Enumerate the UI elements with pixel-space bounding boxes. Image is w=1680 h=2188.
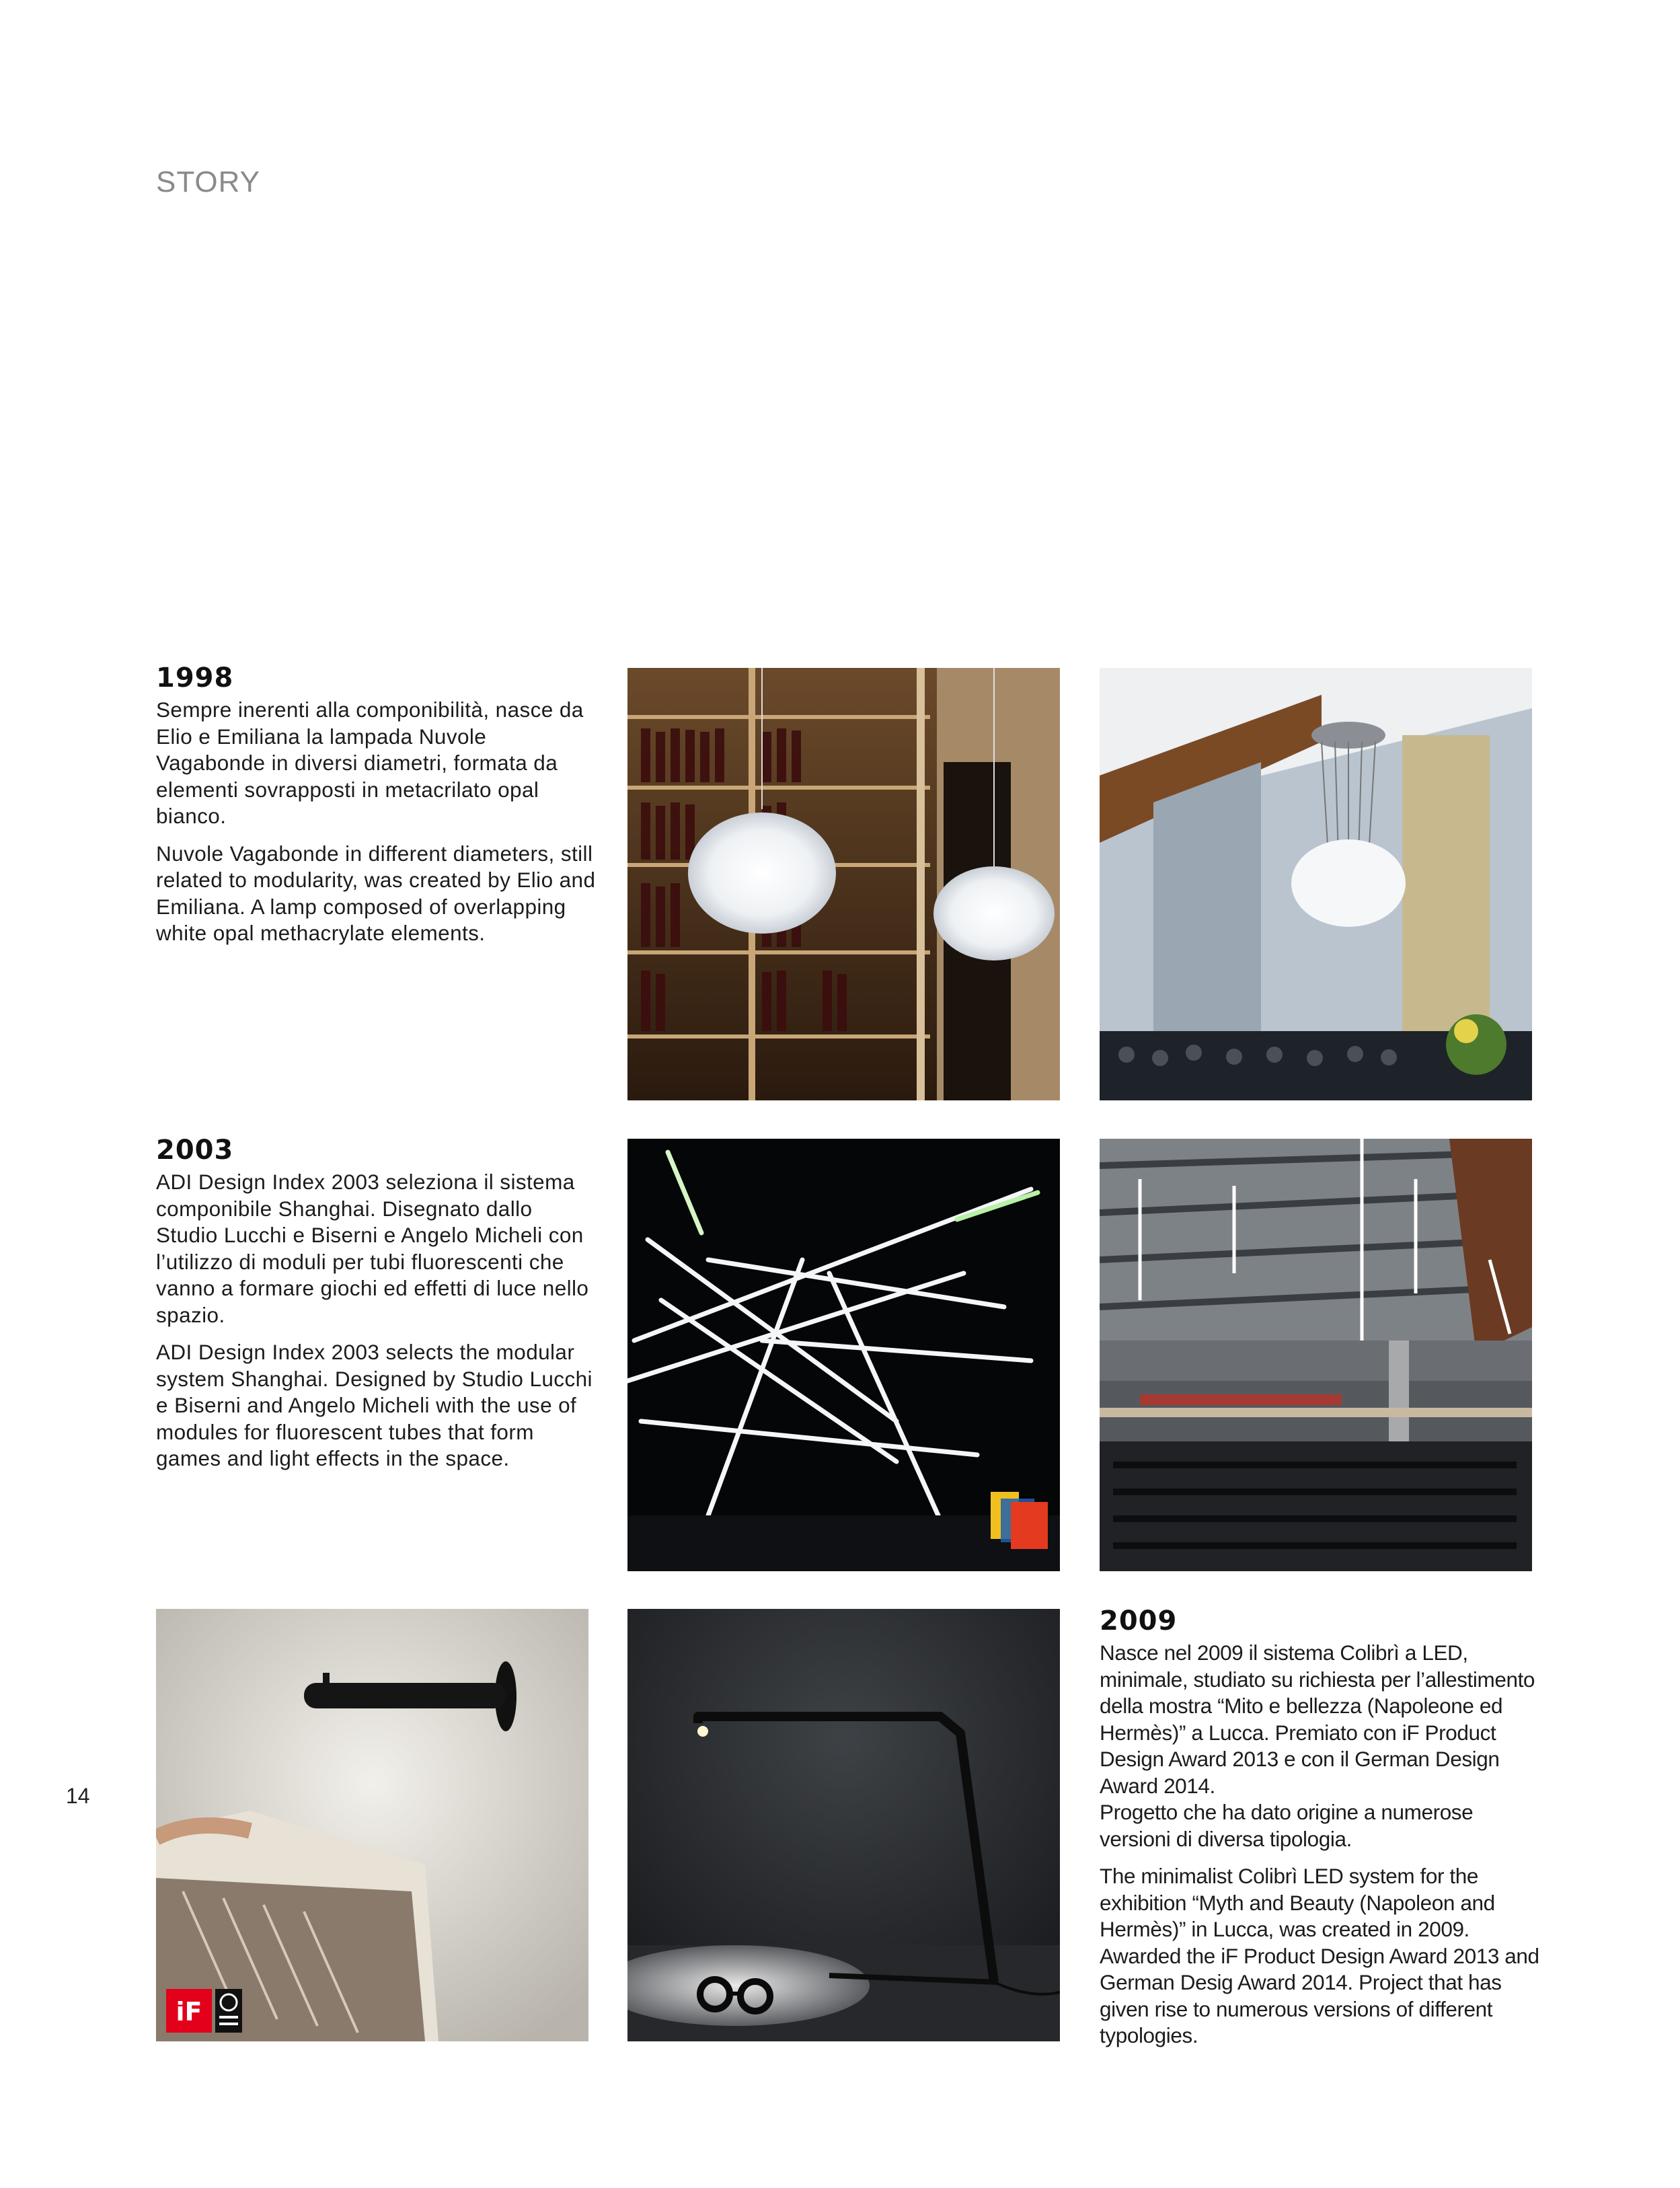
photo-nuvole-wine-bar — [627, 668, 1060, 1100]
photo-exhibition-hall — [1100, 1139, 1532, 1571]
section-title: STORY — [156, 165, 260, 198]
photo-shanghai-tubes — [627, 1139, 1060, 1571]
year-heading: 2009 — [1100, 1606, 1178, 1636]
text-english: ADI Design Index 2003 selects the modular system Shanghai. Designed by Studio Lucchi e Biserni and Angelo Micheli with the use of modules for fluorescent tubes that form games and light effects in the space. — [156, 1340, 593, 1470]
text-english: The minimalist Colibrì LED system for the exhibition “Myth and Beauty (Napoleon and Hermès)” in Lucca, was created in 2009. Awarded the iF Product Design Award 2013 and German Desig Award 2014. Project that has given rise to numerous versions of different typologies. — [1100, 1864, 1539, 2047]
year-heading: 1998 — [156, 663, 234, 693]
if-award-logo — [166, 1989, 242, 2033]
photo-nuvole-venue — [1100, 668, 1532, 1100]
entry-1998 — [156, 665, 600, 958]
photo-colibri-wall-lamp — [156, 1609, 588, 2041]
entry-2009 — [1100, 1608, 1543, 2060]
if-logo-text: iF — [176, 1997, 202, 2027]
text-italian: ADI Design Index 2003 seleziona il sistema componibile Shanghai. Disegnato dallo Studio Lucchi e Biserni e Angelo Micheli con l’utilizzo di moduli per tubi fluorescenti che vanno a formare giochi ed effetti di luce nello spazio. — [156, 1170, 589, 1327]
entry-2003 — [156, 1137, 600, 1483]
year-heading: 2003 — [156, 1135, 234, 1166]
text-italian: Sempre inerenti alla componibilità, nasce da Elio e Emiliana la lampada Nuvole Vagabonde in diversi diametri, formata da elementi sovrapposti in metacrilato opal bianco. — [156, 697, 584, 828]
photo-colibri-table-lamp — [627, 1609, 1060, 2041]
text-italian-continued: Progetto che ha dato origine a numerose versioni di diversa tipologia. — [1100, 1800, 1474, 1851]
text-english: Nuvole Vagabonde in different diameters, still related to modularity, was created by Elio and Emiliana. A lamp composed of overlapping white opal methacrylate elements. — [156, 841, 596, 945]
text-italian: Nasce nel 2009 il sistema Colibrì a LED, minimale, studiato su richiesta per l’allestimento della mostra “Mito e bellezza (Napoleone ed Hermès)” a Lucca. Premiato con iF Product Design Award 2013 e con il German Design Award 2014. — [1100, 1640, 1535, 1798]
page-number: 14 — [66, 1784, 90, 1808]
